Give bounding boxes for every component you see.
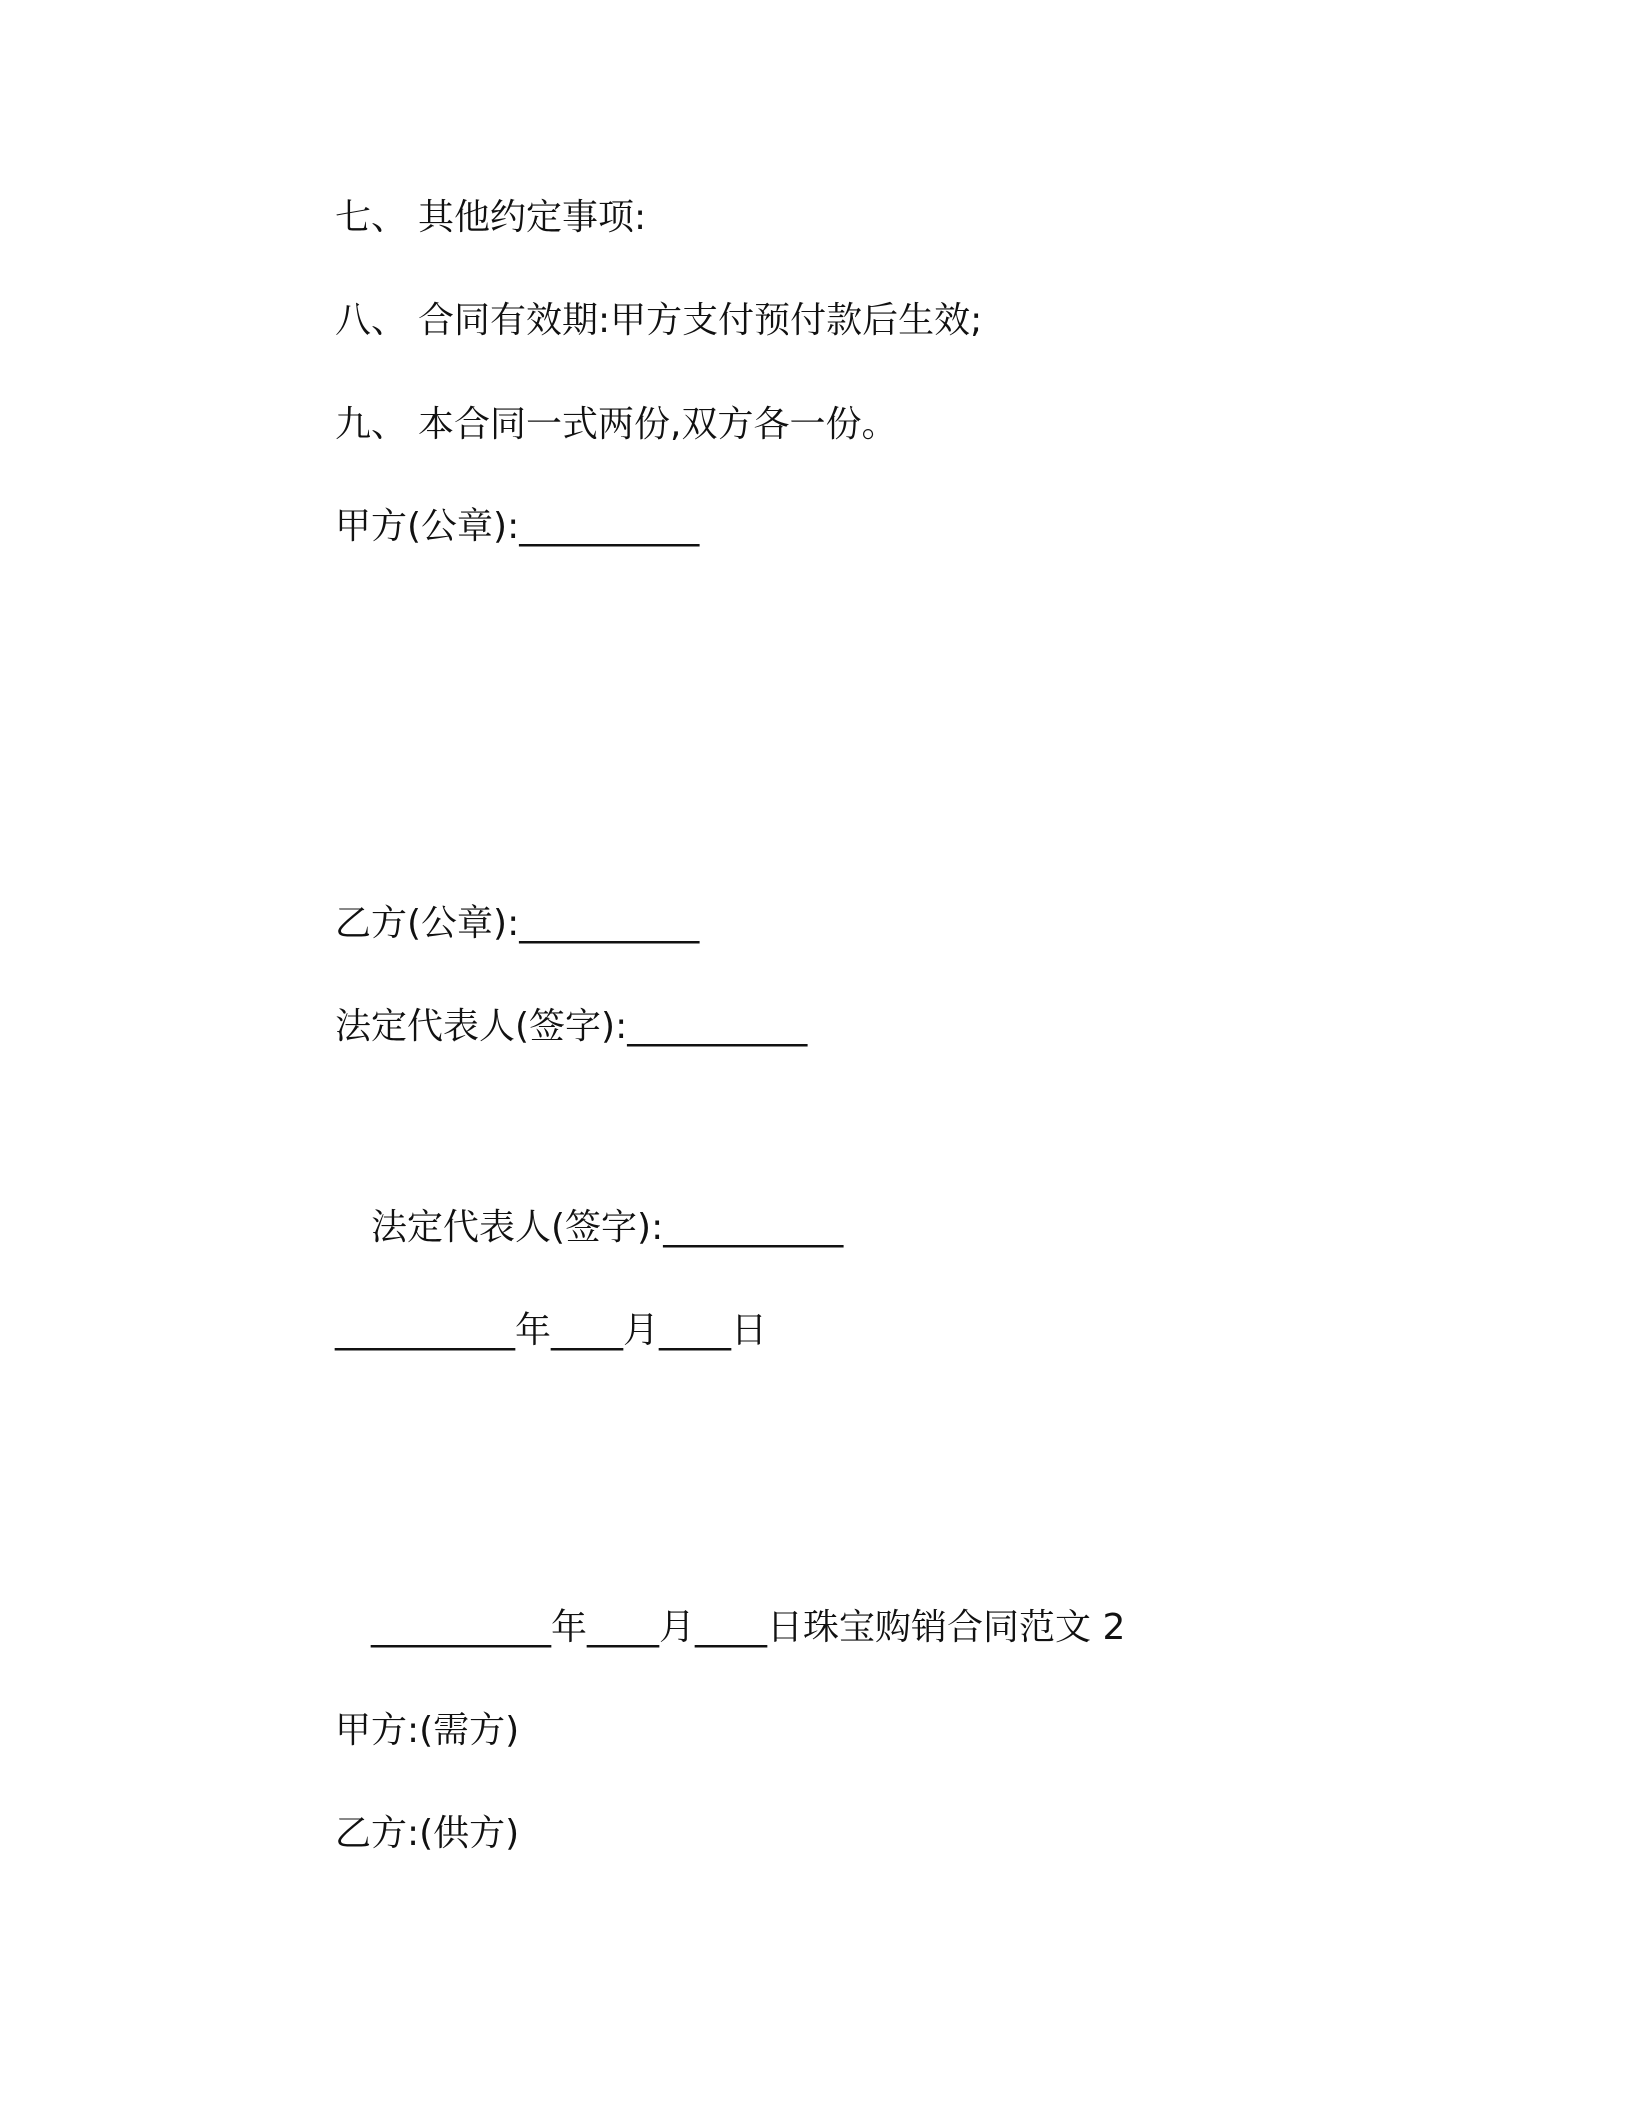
- date-line: __________年____月____日: [335, 1310, 767, 1351]
- party-b-seal-line: 乙方(公章):__________: [335, 903, 700, 944]
- clause-text: 其他约定事项:: [418, 197, 647, 238]
- clause-8: [335, 297, 982, 345]
- clause-text: 本合同一式两份,双方各一份。: [418, 404, 898, 445]
- party-a-seal-line: 甲方(公章):__________: [335, 506, 700, 547]
- legal-representative-signature-line-2: 法定代表人(签字):__________: [371, 1207, 844, 1248]
- clause-9: [335, 401, 897, 449]
- legal-representative-signature-line: 法定代表人(签字):__________: [335, 1006, 808, 1047]
- clause-number: 九、: [335, 404, 408, 445]
- contract-2-heading: __________年____月____日珠宝购销合同范文 2: [371, 1607, 1126, 1648]
- party-b-supplier-line: 乙方:(供方): [335, 1813, 520, 1854]
- clause-7: [335, 194, 646, 242]
- clause-number: 八、: [335, 300, 408, 341]
- clause-text: 合同有效期:甲方支付预付款后生效;: [418, 300, 983, 341]
- clause-number: 七、: [335, 197, 408, 238]
- party-a-buyer-line: 甲方:(需方): [335, 1710, 520, 1751]
